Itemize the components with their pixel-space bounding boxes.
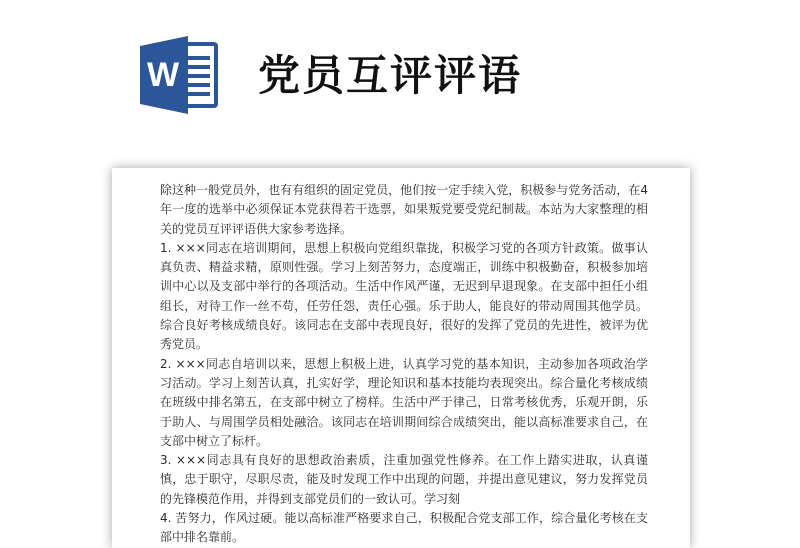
word-document-icon bbox=[138, 34, 222, 116]
comment-paragraph-4: 4. 苦努力，作风过硬。能以高标准严格要求自己，积极配合党支部工作，综合量化考核在支部中排名靠前。 bbox=[160, 511, 648, 545]
document-preview bbox=[112, 168, 690, 548]
page-header bbox=[0, 0, 800, 150]
document-page bbox=[112, 168, 690, 548]
svg-text:W: W bbox=[146, 56, 180, 94]
comment-paragraph-3: 3. ×××同志具有良好的思想政治素质，注重加强党性修养。在工作上踏实进取，认真谨慎，忠于职守，尽职尽责，能及时发现工作中出现的问题，并提出意见建议，努力发挥党员的先锋模范作用，并得到支部党员们的一致认可。学习刻 bbox=[160, 453, 648, 506]
intro-paragraph: 除这种一般党员外，也有有组织的固定党员，他们按一定手续入党，积极参与党务活动，在4年一度的选举中必须保证本党获得若干选票，如果叛党要受党纪制裁。本站为大家整理的相关的党员互评评语供大家参考选择。 bbox=[160, 183, 648, 236]
document-body bbox=[160, 181, 648, 548]
document-title: 党员互评评语 bbox=[258, 51, 523, 100]
comment-paragraph-1: 1. ×××同志在培训期间，思想上积极向党组织靠拢，积极学习党的各项方针政策。做事认真负责、精益求精，原则性强。学习上刻苦努力，态度端正，训练中积极勤奋，积极参加培训中心以及支部中举行的各项活动。生活中作风严谨，无迟到早退现象。在支部中担任小组组长，对待工作一丝不苟，任劳任怨，责任心强。乐于助人，能良好的带动周围其他学员。综合良好考核成绩良好。该同志在支部中表现良好，很好的发挥了党员的先进性，被评为优秀党员。 bbox=[160, 240, 648, 352]
comment-paragraph-2: 2. ×××同志自培训以来，思想上积极上进，认真学习党的基本知识，主动参加各项政治学习活动。学习上刻苦认真，扎实好学，理论知识和基本技能均表现突出。综合量化考核成绩在班级中排名第五，在支部中树立了榜样。生活中严于律己，日常考核优秀，乐观开朗，乐于助人、与周围学员相处融洽。该同志在培训期间综合成绩突出，能以高标准要求自己，在支部中树立了标杆。 bbox=[160, 356, 648, 448]
